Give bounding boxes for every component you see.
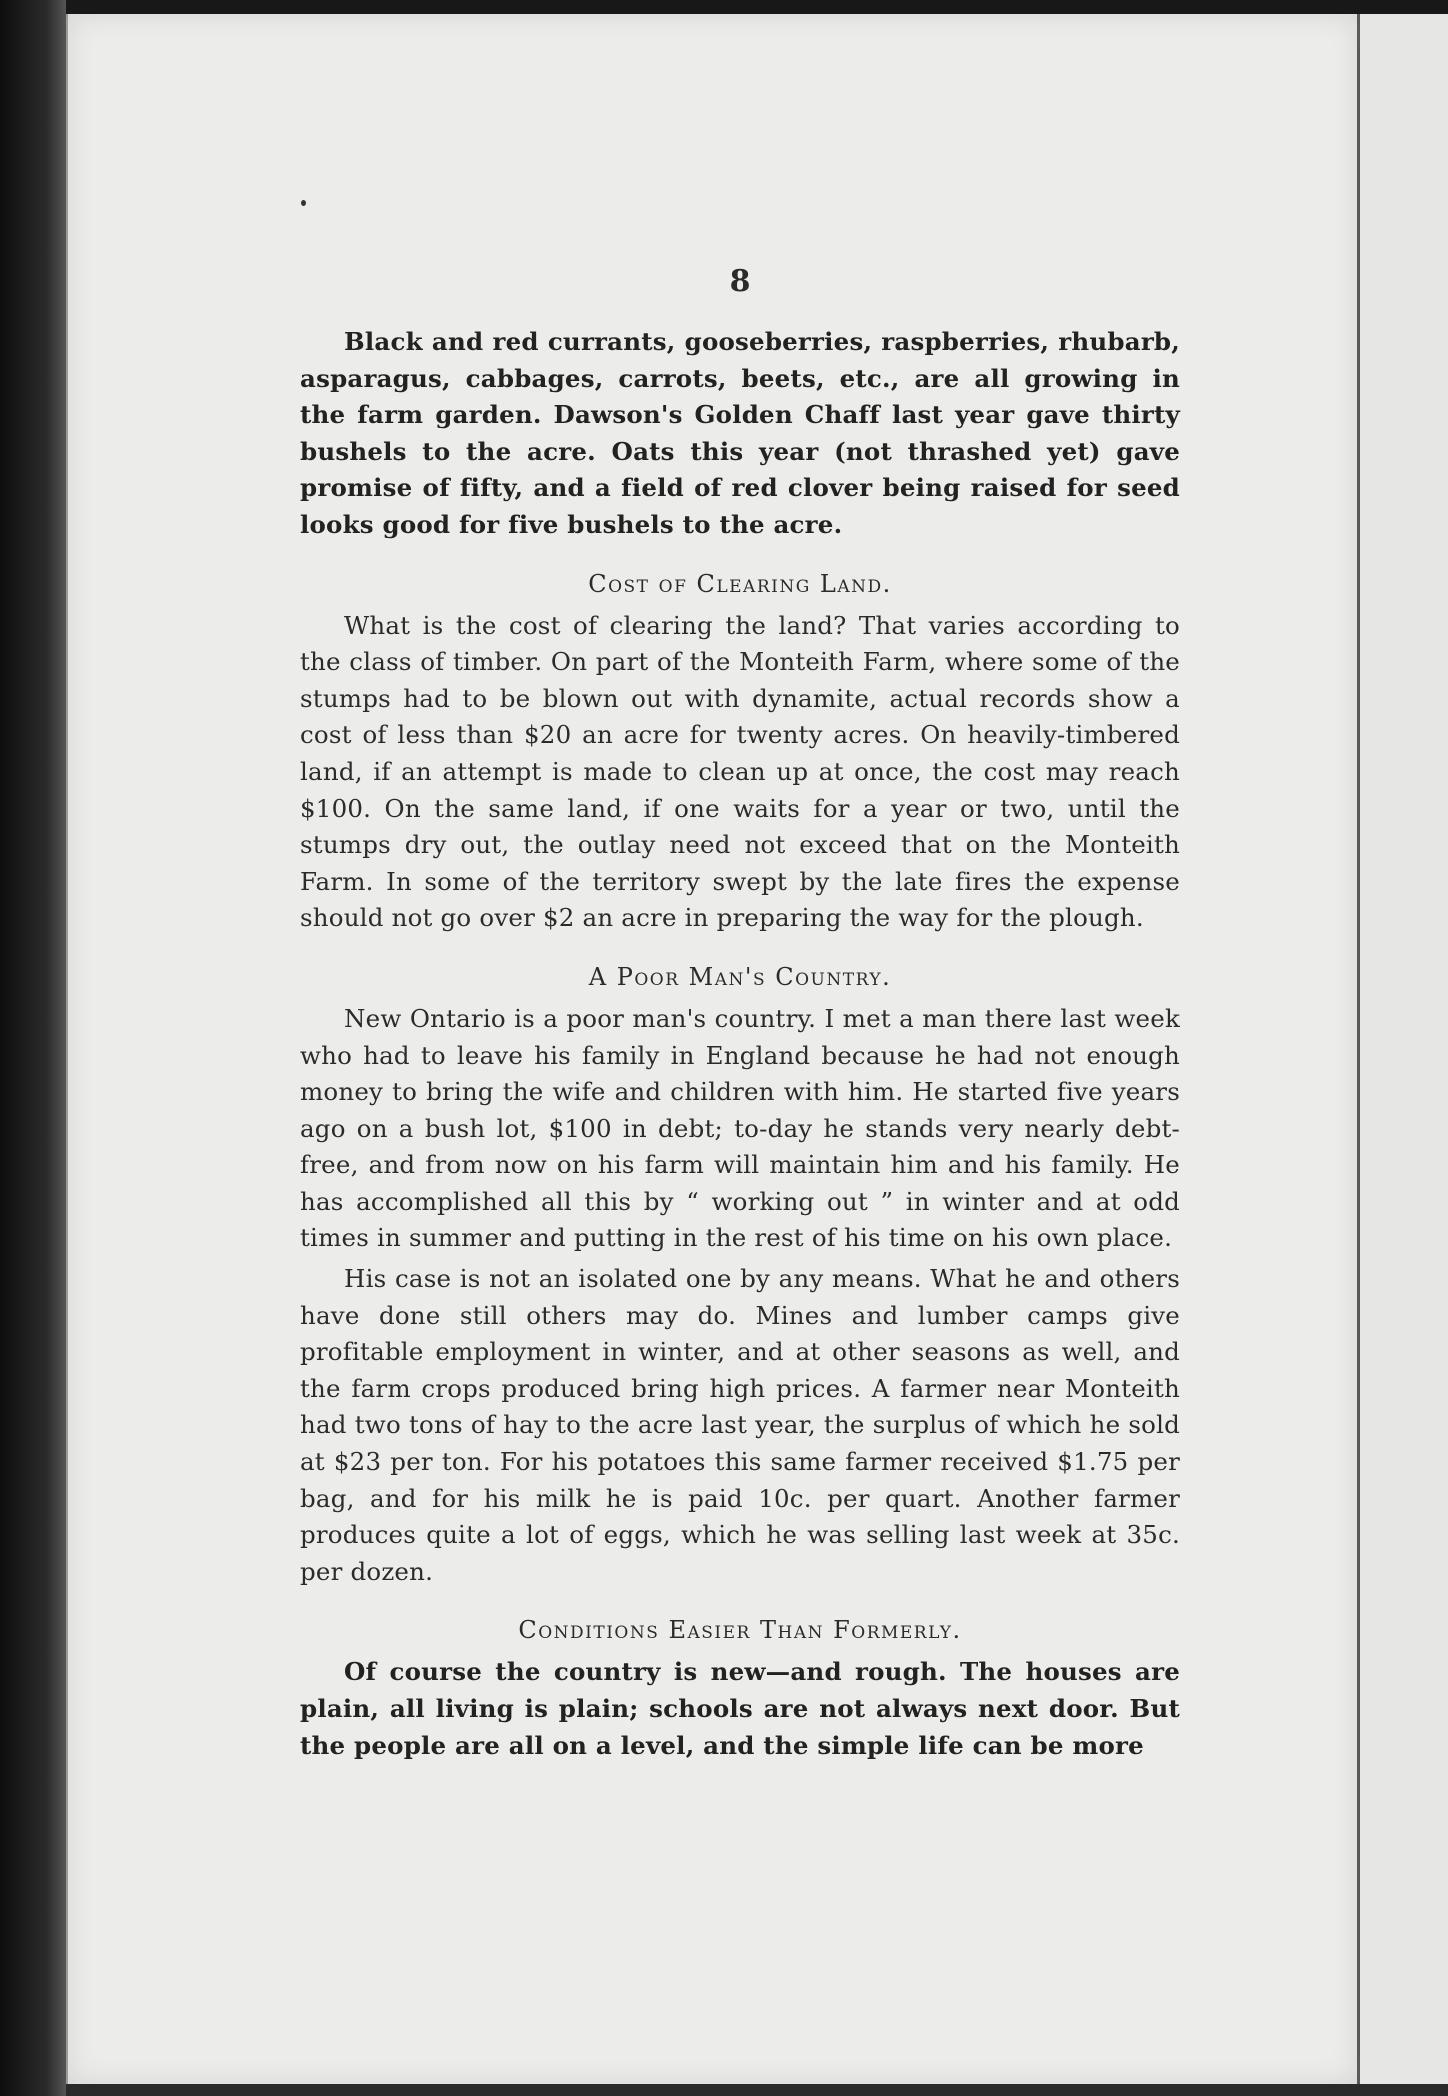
paragraph-poor-mans-country: New Ontario is a poor man's country. I met a man there last week who had to leave his family in England because he had not enough money to bring the wife and children with him. He started five years ago on a bush lot, $100 in debt; to-day he stands very nearly debt-free, and from now on his farm will maintain him and his family. He has accomplished all this by “ working out ” in winter and at odd times in summer and putting in the rest of his time on his own place. [300,1003,1180,1253]
ink-speck [301,200,306,206]
paragraph-isolated-case: His case is not an isolated one by any means. What he and others have done still others may do. Mines and lumber camps give profitable employment in winter, and at other seasons as well, and the farm crops produced bring high prices. A farmer near Monteith had two tons of hay to the acre last year, the surplus of which he sold at $23 per ton. For his potatoes this same farmer received $1.75 per bag, and for his milk he is paid 10c. per quart. Another farmer produces quite a lot of eggs, which he was selling last week at 35c. per dozen. [300,1264,1180,1586]
paragraph-clearing-cost: What is the cost of clearing the land? That varies according to the class of timber. On part of the Monteith Farm, where some of the stumps had to be blown out with dynamite, actual records show a cost of less than $20 an acre for twenty acres. On heavily-timbered land, if an attempt is made to clean up at once, the cost may reach $100. On the same land, if one waits for a year or two, until the stumps dry out, the outlay need not exceed that on the Monteith Farm. In some of the territory swept by the late fires the expense should not go over $2 an acre in preparing the way for the plough. [300,610,1180,933]
text-column [300,262,1180,1768]
adjacent-page-edge [1357,14,1448,2084]
paragraph-country-new: Of course the country is new—and rough. The houses are plain, all living is plain; schools are not always next door. But the people are all on a level, and the simple life can be more [300,1657,1180,1760]
binding-shadow [0,0,66,2096]
paragraph-farm-garden: Black and red currants, gooseberries, raspberries, rhubarb, asparagus, cabbages, carrots, beets, etc., are all growing in the farm garden. Dawson's Golden Chaff last year gave thirty bushels to the acre. Oats this year (not thrashed yet) gave promise of fifty, and a field of red clover being raised for seed looks good for five bushels to the acre. [300,327,1180,539]
heading-conditions-easier: Conditions Easier Than Formerly. [518,1616,962,1645]
heading-cost-of-clearing-land: Cost of Clearing Land. [588,569,892,598]
heading-poor-mans-country: A Poor Man's Country. [588,962,892,991]
page-number: 8 [729,264,751,299]
bottom-shadow [66,2084,1448,2096]
